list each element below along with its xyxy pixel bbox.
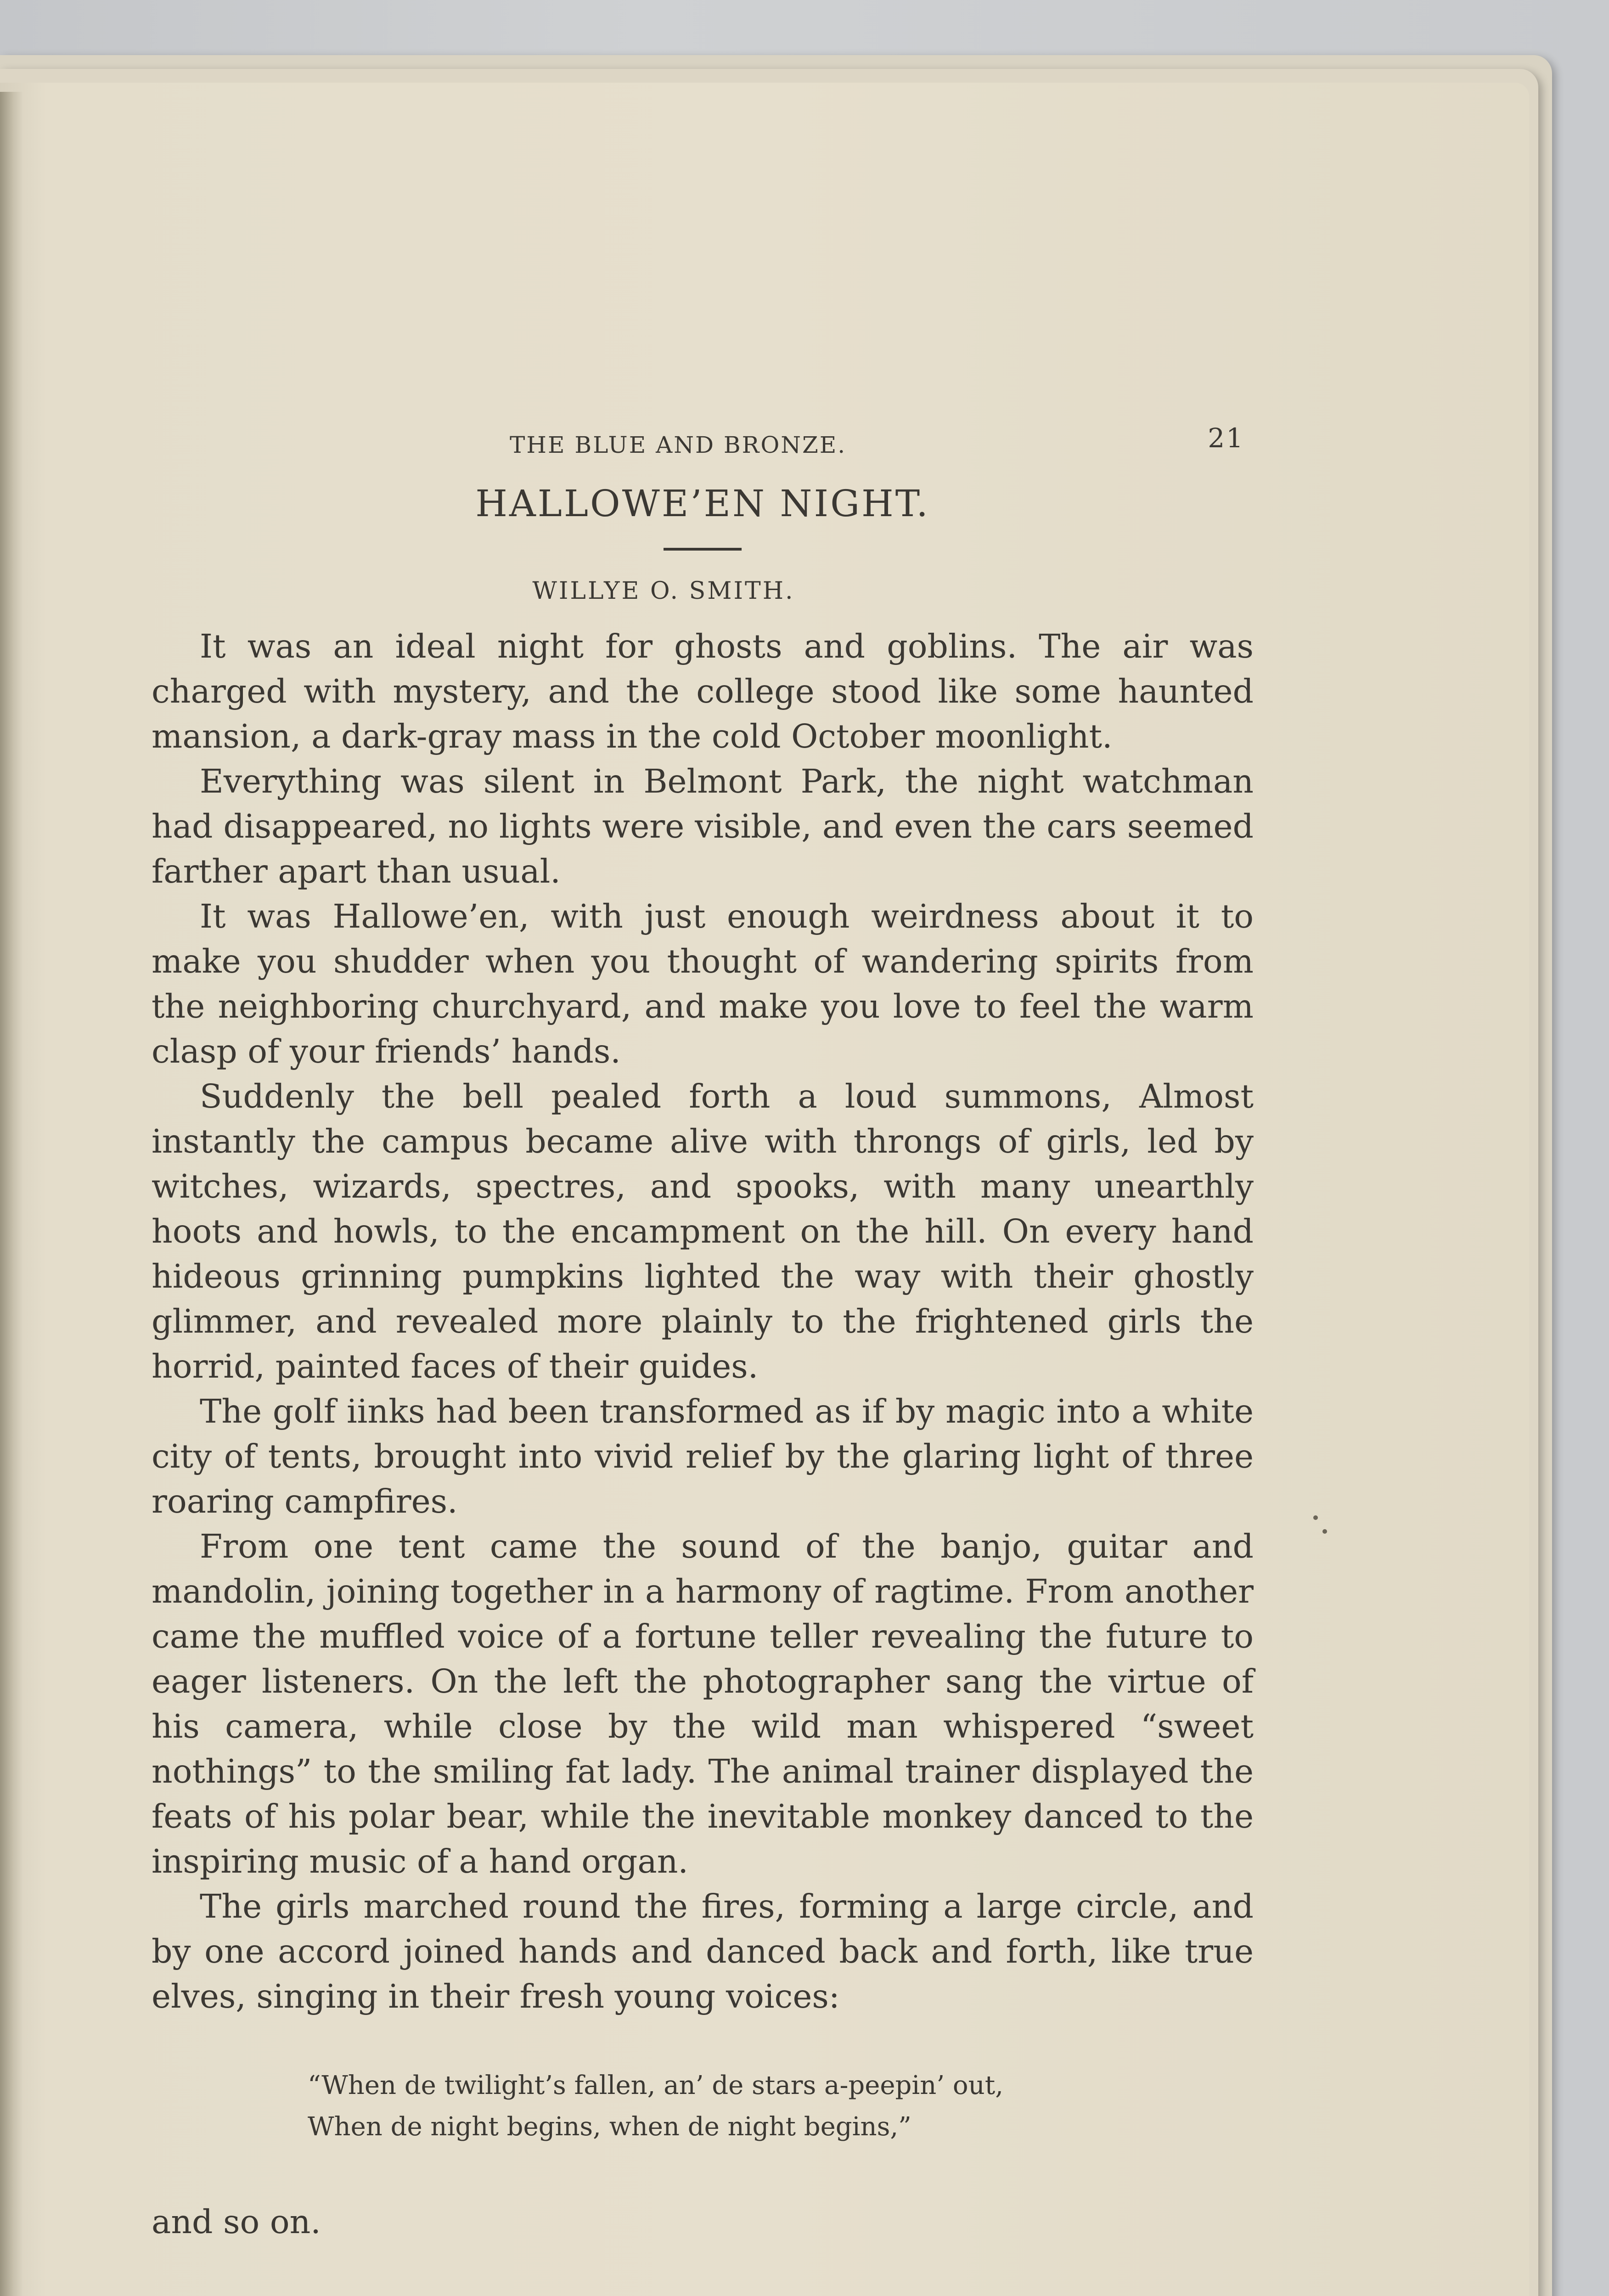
paragraph: It was an ideal night for ghosts and goblins. The air was charged with mystery, and the college stood like some haunted mansion, a dark-gray mass in the cold October moonlight. (152, 627, 1254, 755)
closing-line: and so on. (152, 2203, 321, 2241)
binding-edge (0, 92, 23, 2296)
article-body (152, 624, 1254, 2019)
page-content (152, 422, 1254, 2241)
verse-line: When de night begins, when de night begins,” (308, 2112, 911, 2142)
page-number: 21 (1208, 422, 1244, 454)
paper-speck (1313, 1515, 1318, 1520)
article-title: HALLOWE’EN NIGHT. (475, 482, 930, 525)
paragraph: The golf iinks had been transformed as if by magic into a white city of tents, brought into vivid relief by the glaring light of three roaring campfires. (152, 1392, 1254, 1520)
article-author: WILLYE O. SMITH. (532, 577, 795, 605)
paragraph: The girls marched round the fires, forming a large circle, and by one accord joined hands and danced back and forth, like true elves, singing in their fresh young voices: (152, 1887, 1254, 2015)
journal-title: THE BLUE AND BRONZE. (510, 432, 847, 458)
title-rule (664, 548, 742, 551)
paragraph: Everything was silent in Belmont Park, the night watchman had disappeared, no lights were visible, and even the cars seemed farther apart than usual. (152, 762, 1254, 890)
paper-speck (1322, 1529, 1327, 1534)
paragraph: Suddenly the bell pealed forth a loud summons, Almost instantly the campus became alive with throngs of girls, led by witches, wizards, spectres, and spooks, with many unearthly hoots and howls, to the encampment on the hill. On every hand hideous grinning pumpkins lighted the way with their ghostly glimmer, and revealed more plainly to the frightened girls the horrid, painted faces of their guides. (152, 1077, 1254, 1385)
verse-line: “When de twilight’s fallen, an’ de stars a-peepin’ out, (308, 2071, 1004, 2100)
paragraph: From one tent came the sound of the banjo, guitar and mandolin, joining together in a harmony of ragtime. From another came the muffled voice of a fortune teller revealing the future to eager listeners. On the left the photographer sang the virtue of his camera, while close by the wild man whispered “sweet nothings” to the smiling fat lady. The animal trainer displayed the feats of his polar bear, while the inevitable monkey danced to the inspiring music of a hand organ. (152, 1527, 1254, 1880)
paragraph: It was Hallowe’en, with just enough weirdness about it to make you shudder when you thought of wandering spirits from the neighboring churchyard, and make you love to feel the warm clasp of your friends’ hands. (152, 897, 1254, 1070)
running-head (152, 422, 1254, 464)
song-verse (308, 2065, 1254, 2148)
